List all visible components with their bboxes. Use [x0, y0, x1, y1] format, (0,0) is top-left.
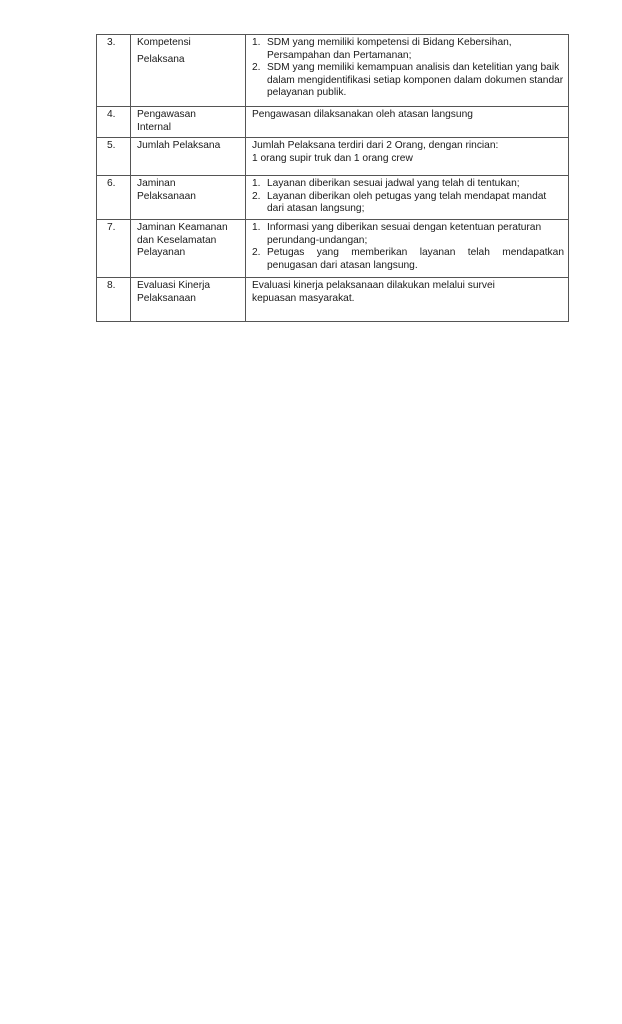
component-description: Pengawasan dilaksanakan oleh atasan langsung [246, 107, 569, 138]
component-line: Pelayanan [137, 247, 186, 259]
component-line: Pelaksanaan [137, 190, 196, 202]
component-line: Jumlah Pelaksana [137, 140, 221, 152]
component-line: Pengawasan [137, 109, 196, 120]
table-row [97, 278, 569, 322]
row-number: 3. [97, 35, 131, 107]
component-name [131, 35, 246, 107]
component-description [246, 278, 569, 322]
table-row [97, 35, 569, 107]
description-line: Jumlah Pelaksana terdiri dari 2 Orang, dengan rincian: [252, 140, 499, 152]
description-line: 1 orang supir truk dan 1 orang crew [252, 152, 413, 164]
component-name [131, 107, 246, 138]
component-line: Evaluasi Kinerja [137, 280, 211, 292]
component-description [246, 138, 569, 176]
list-item: 2. SDM yang memiliki kemampuan analisis dan ketelitian yang baik dalam mengidentifikasi setiap komponen dalam dokumen standar pelayanan publik. [252, 62, 564, 99]
table-row [97, 138, 569, 176]
component-line: dan Keselamatan [137, 234, 217, 246]
list-item: 1. Informasi yang diberikan sesuai dengan ketentuan peraturan perundang-undangan; [252, 222, 542, 246]
component-name [131, 278, 246, 322]
description-line: kepuasan masyarakat. [252, 292, 355, 304]
list-item: 1. SDM yang memiliki kompetensi di Bidang Kebersihan, Persampahan dan Pertamanan; [252, 37, 512, 61]
row-number: 7. [97, 220, 131, 278]
numbered-list [252, 178, 564, 216]
row-number: 4. [97, 107, 131, 138]
component-description [246, 220, 569, 278]
component-description [246, 176, 569, 220]
row-number: 8. [97, 278, 131, 322]
component-description [246, 35, 569, 107]
list-item: 2. Layanan diberikan oleh petugas yang telah mendapat mandat dari atasan langsung; [252, 190, 547, 215]
component-line: Jaminan [137, 178, 176, 190]
row-number: 5. [97, 138, 131, 176]
list-item: 1. Layanan diberikan sesuai jadwal yang telah di tentukan; [252, 178, 520, 190]
table-row [97, 107, 569, 138]
component-line: Pelaksana [137, 53, 185, 65]
component-line: Internal [137, 121, 171, 133]
numbered-list [252, 222, 564, 272]
standard-service-table [96, 34, 569, 322]
component-line: Jaminan Keamanan [137, 222, 228, 234]
component-name [131, 138, 246, 176]
component-name [131, 220, 246, 278]
component-name [131, 176, 246, 220]
list-item: 2. Petugas yang memberikan layanan telah mendapatkan penugasan dari atasan langsung. [252, 247, 564, 271]
description-line: Evaluasi kinerja pelaksanaan dilakukan melalui survei [252, 280, 495, 292]
numbered-list [252, 37, 564, 100]
row-number: 6. [97, 176, 131, 220]
component-line: Kompetensi [137, 37, 191, 48]
component-line: Pelaksanaan [137, 292, 196, 304]
table-row [97, 176, 569, 220]
table-row [97, 220, 569, 278]
